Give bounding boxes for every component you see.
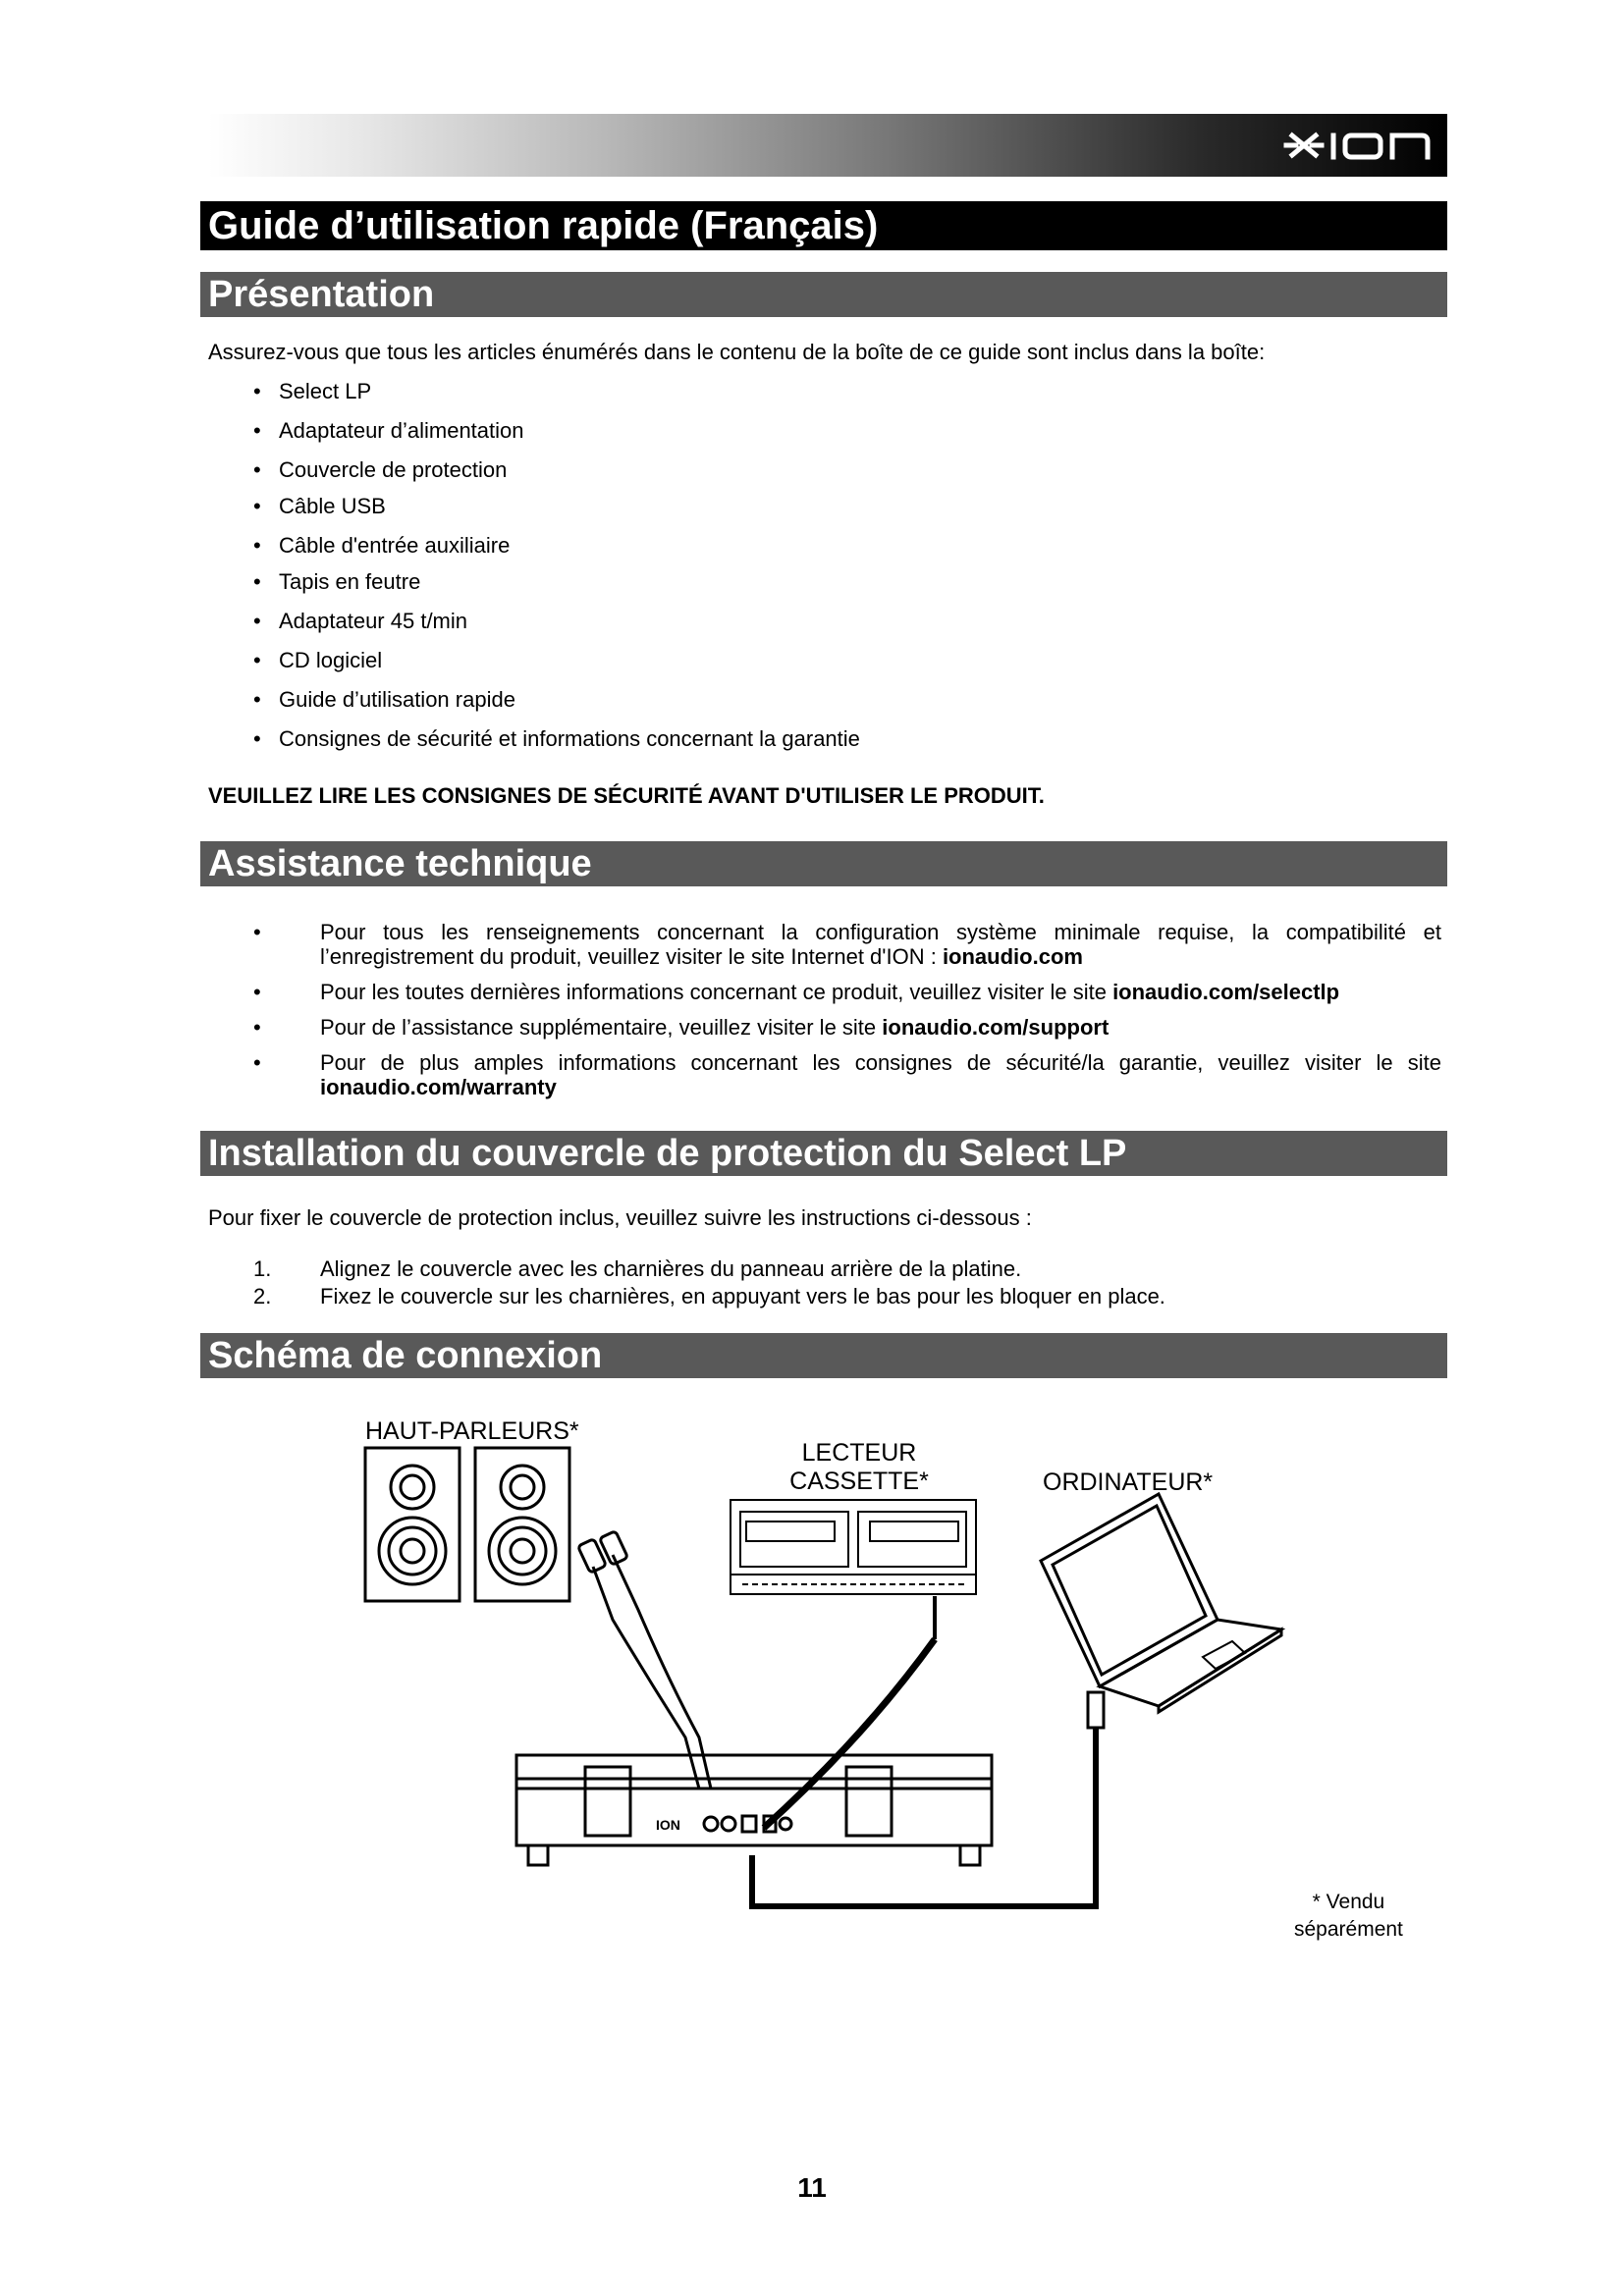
speaker-right	[475, 1448, 569, 1601]
list-item	[253, 980, 1441, 1004]
step-text: Alignez le couvercle avec les charnières du panneau arrière de la platine.	[320, 1256, 1022, 1281]
step-number: 1.	[253, 1256, 272, 1281]
list-item	[253, 920, 1441, 969]
section-heading-presentation: Présentation	[200, 272, 1447, 317]
support-text: Pour de l’assistance supplémentaire, veuillez visiter le site	[320, 1015, 883, 1040]
list-item: • Consignes de sécurité et informations concernant la garantie	[253, 726, 860, 766]
list-item: • Select LP	[253, 379, 860, 418]
presentation-intro: Assurez-vous que tous les articles énumérés dans le contenu de la boîte de ce guide sont inclus dans la boîte:	[208, 340, 1266, 364]
cassette-label-line2: CASSETTE*	[789, 1468, 929, 1495]
support-link[interactable]: ionaudio.com	[942, 944, 1083, 969]
list-item: • Adaptateur 45 t/min	[253, 609, 860, 648]
logo-text: ION	[1274, 114, 1276, 115]
ion-logo	[1274, 114, 1441, 177]
support-link[interactable]: ionaudio.com/selectlp	[1112, 980, 1340, 1004]
speakers-label: HAUT-PARLEURS*	[365, 1417, 579, 1445]
list-item: • Guide d’utilisation rapide	[253, 687, 860, 726]
list-item: • Câble d'entrée auxiliaire	[253, 533, 860, 569]
list-item: • CD logiciel	[253, 648, 860, 687]
step-item	[253, 1283, 1165, 1310]
box-contents-list	[253, 379, 860, 766]
support-link[interactable]: ionaudio.com/warranty	[320, 1075, 557, 1099]
install-steps	[253, 1255, 1165, 1310]
support-text: Pour de plus amples informations concernant les consignes de sécurité/la garantie, veuillez visiter le site	[320, 1050, 1441, 1075]
header-gradient-bar	[208, 114, 1447, 177]
rca-cables	[578, 1531, 711, 1789]
list-item: • Câble USB	[253, 494, 860, 533]
list-item	[253, 1050, 1441, 1099]
computer-label: ORDINATEUR*	[1043, 1468, 1214, 1496]
usb-cable	[752, 1692, 1104, 1906]
step-number: 2.	[253, 1284, 272, 1308]
step-text: Fixez le couvercle sur les charnières, en appuyant vers le bas pour les bloquer en place.	[320, 1284, 1165, 1308]
aux-cable	[764, 1596, 935, 1828]
list-item: • Tapis en feutre	[253, 569, 860, 609]
turntable	[516, 1755, 992, 1865]
support-list	[253, 920, 1441, 1110]
turntable-logo: ION	[656, 1817, 680, 1833]
support-link[interactable]: ionaudio.com/support	[882, 1015, 1110, 1040]
install-intro: Pour fixer le couvercle de protection inclus, veuillez suivre les instructions ci-dessous :	[208, 1205, 1032, 1230]
page-title: Guide d’utilisation rapide (Français)	[200, 201, 1447, 250]
sold-separately-note	[1294, 1889, 1403, 1944]
support-text: Pour tous les renseignements concernant la configuration système minimale requise, la compatibilité et l’enregistrement du produit, veuillez visiter le site Internet d'ION :	[320, 920, 1441, 969]
safety-warning: VEUILLEZ LIRE LES CONSIGNES DE SÉCURITÉ AVANT D'UTILISER LE PRODUIT.	[208, 783, 1045, 808]
list-item	[253, 1015, 1441, 1040]
connection-diagram	[353, 1443, 1296, 1934]
laptop	[1041, 1494, 1281, 1712]
cassette-label-line1: LECTEUR	[801, 1439, 917, 1467]
note-line2: séparément	[1294, 1918, 1403, 1941]
section-heading-install: Installation du couvercle de protection du Select LP	[200, 1131, 1447, 1176]
cassette-deck	[731, 1500, 976, 1594]
note-line1: * Vendu	[1312, 1891, 1385, 1913]
support-text: Pour les toutes dernières informations concernant ce produit, veuillez visiter le site	[320, 980, 1113, 1004]
list-item: • Adaptateur d’alimentation	[253, 418, 860, 457]
section-heading-connection: Schéma de connexion	[200, 1333, 1447, 1378]
section-heading-support: Assistance technique	[200, 841, 1447, 886]
speaker-left	[365, 1448, 460, 1601]
step-item	[253, 1255, 1165, 1283]
page-number: 11	[797, 2172, 827, 2203]
list-item: • Couvercle de protection	[253, 457, 860, 494]
